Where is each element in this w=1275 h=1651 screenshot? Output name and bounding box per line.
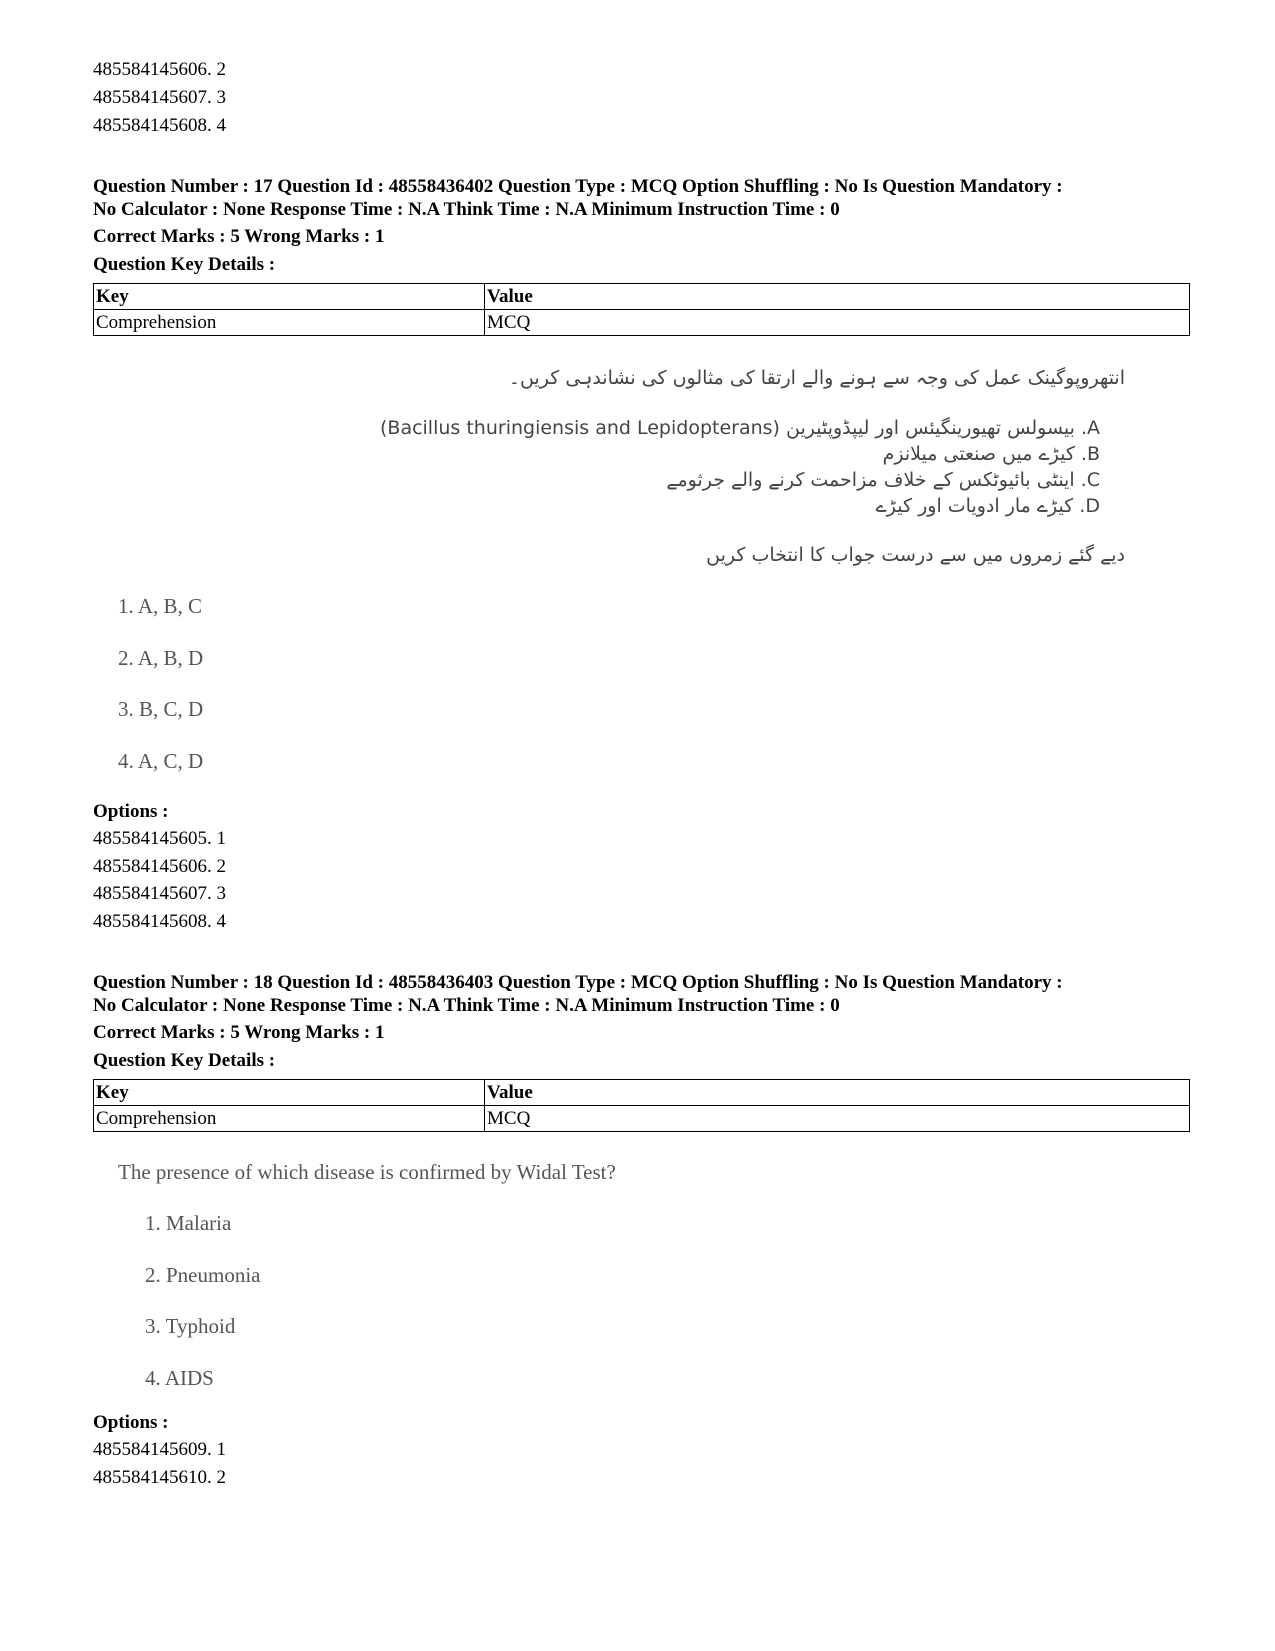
answer-choice: 2. A, B, D: [118, 646, 204, 670]
answer-choice: 3. B, C, D: [118, 697, 204, 721]
option-line: 485584145609. 1: [93, 1439, 226, 1460]
options-label: Options :: [93, 1412, 169, 1433]
key-header: Key: [94, 284, 485, 310]
answer-choice: 4. AIDS: [145, 1366, 214, 1390]
marks-line: Correct Marks : 5 Wrong Marks : 1: [93, 1022, 385, 1043]
question-meta-line: Question Number : 17 Question Id : 48558436402 Question Type : MCQ Option Shuffling : No Is Question Mandatory :: [93, 176, 1063, 197]
option-line: 485584145606. 2: [93, 856, 226, 877]
value-header: Value: [485, 1080, 1190, 1106]
option-line: 485584145606. 2: [93, 59, 226, 80]
key-cell: Comprehension: [94, 1106, 485, 1132]
option-line: 485584145607. 3: [93, 883, 226, 904]
statement-c: C. اینٹی بائیوٹکس کے خلاف مزاحمت کرنے والے جرثومے: [666, 469, 1100, 491]
option-line: 485584145605. 1: [93, 828, 226, 849]
key-value-table: [93, 1079, 1190, 1132]
question-meta-line: No Calculator : None Response Time : N.A Think Time : N.A Minimum Instruction Time : 0: [93, 995, 840, 1016]
statement-b: B. کیڑے میں صنعتی میلانزم: [882, 443, 1100, 465]
option-line: 485584145608. 4: [93, 911, 226, 932]
value-header: Value: [485, 284, 1190, 310]
question-stem: The presence of which disease is confirmed by Widal Test?: [118, 1160, 616, 1184]
question-meta-line: Question Number : 18 Question Id : 48558436403 Question Type : MCQ Option Shuffling : No Is Question Mandatory :: [93, 972, 1063, 993]
value-cell: MCQ: [485, 1106, 1190, 1132]
question-instruction: دیے گئے زمروں میں سے درست جواب کا انتخاب کریں: [706, 544, 1125, 566]
value-cell: MCQ: [485, 310, 1190, 336]
answer-choice: 1. A, B, C: [118, 594, 203, 618]
option-line: 485584145608. 4: [93, 115, 226, 136]
options-label: Options :: [93, 801, 169, 822]
key-details-label: Question Key Details :: [93, 254, 276, 275]
marks-line: Correct Marks : 5 Wrong Marks : 1: [93, 226, 385, 247]
key-details-label: Question Key Details :: [93, 1050, 276, 1071]
statement-a: A. بیسولس تھیورینگیئس اور لیپڈوپٹیرین (Bacillus thuringiensis and Lepidopterans): [379, 417, 1100, 439]
key-header: Key: [94, 1080, 485, 1106]
key-cell: Comprehension: [94, 310, 485, 336]
answer-choice: 3. Typhoid: [145, 1314, 236, 1338]
statement-d: D. کیڑے مار ادویات اور کیڑے: [875, 495, 1100, 517]
option-line: 485584145610. 2: [93, 1467, 226, 1488]
question-meta-line: No Calculator : None Response Time : N.A Think Time : N.A Minimum Instruction Time : 0: [93, 199, 840, 220]
answer-choice: 2. Pneumonia: [145, 1263, 261, 1287]
key-value-table: [93, 283, 1190, 336]
option-line: 485584145607. 3: [93, 87, 226, 108]
answer-choice: 4. A, C, D: [118, 749, 204, 773]
answer-choice: 1. Malaria: [145, 1211, 232, 1235]
question-stem: انتھروپوگینک عمل کی وجہ سے ہونے والے ارتقا کی مثالوں کی نشاندہی کریں۔: [508, 367, 1125, 389]
